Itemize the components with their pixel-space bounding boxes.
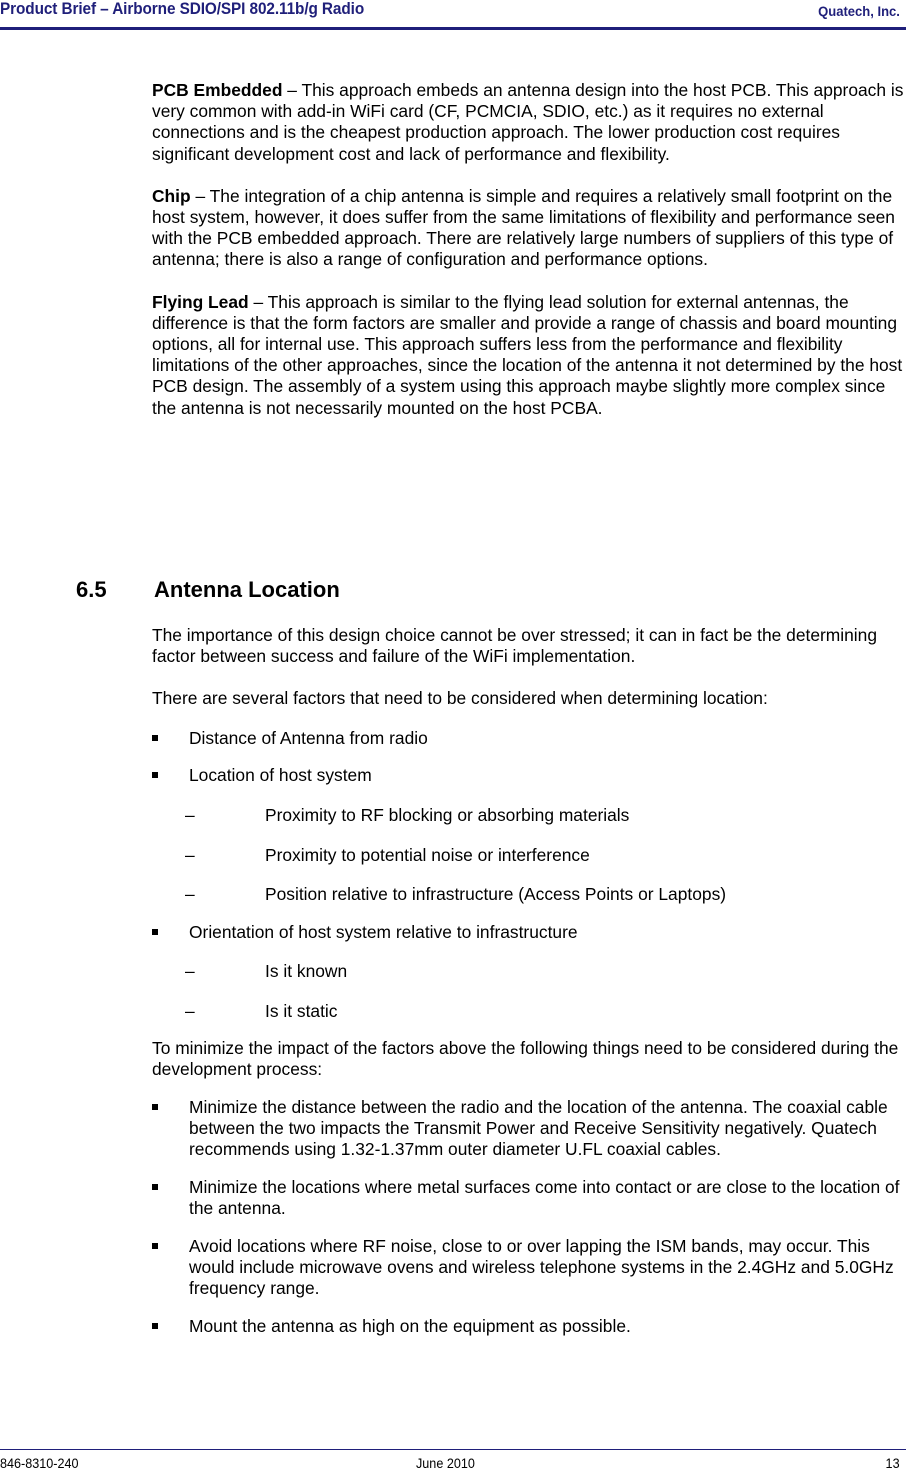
text-flying-lead: – This approach is similar to the flying lead solution for external antennas, the difference is that the form factors are smaller and provide a range of chassis and board mounting options, all for internal use. This approach suffers less from the performance and flexibility limitations of the other approaches, since the location of the antenna it not determined by the host PCB design. The assembly of a system using this approach maybe slightly more complex since the antenna is not necessarily mounted on the host PCBA. bbox=[152, 291, 903, 418]
bullet-item bbox=[152, 728, 904, 749]
section-title: Antenna Location bbox=[154, 577, 340, 602]
page-header bbox=[0, 0, 906, 30]
recommendation-item bbox=[152, 1177, 904, 1219]
dash-item bbox=[152, 961, 904, 982]
dash-bullet-icon: – bbox=[185, 1001, 195, 1022]
header-company: Quatech, Inc. bbox=[818, 3, 900, 19]
dash-text: Proximity to potential noise or interference bbox=[265, 844, 590, 865]
header-rule bbox=[0, 27, 906, 30]
intro-paragraph-2: There are several factors that need to be considered when determining location: bbox=[152, 688, 768, 709]
term-pcb-embedded: PCB Embedded bbox=[152, 80, 283, 100]
antenna-location-section bbox=[152, 625, 904, 1353]
dash-item bbox=[152, 1001, 904, 1022]
section-number: 6.5 bbox=[76, 577, 107, 602]
dash-item bbox=[152, 805, 904, 826]
dash-bullet-icon: – bbox=[185, 884, 195, 905]
bullet-item bbox=[152, 765, 904, 786]
footer-page-number: 13 bbox=[885, 1455, 900, 1471]
header-title: Product Brief – Airborne SDIO/SPI 802.11b/g Radio bbox=[0, 0, 365, 18]
square-bullet-icon bbox=[152, 929, 158, 935]
text-chip: – The integration of a chip antenna is simple and requires a relatively small footprint on the host system, however, it does suffer from the same limitations of flexibility and performance seen with the PCB embedded approach. There are relatively large numbers of suppliers of this type of antenna; there is also a range of configuration and performance options. bbox=[152, 185, 895, 270]
paragraph-flying-lead bbox=[152, 292, 904, 419]
recommendation-text: Minimize the locations where metal surfaces come into contact or are close to the location of the antenna. bbox=[189, 1176, 900, 1218]
bullet-item bbox=[152, 922, 904, 943]
square-bullet-icon bbox=[152, 772, 158, 778]
recommendation-item bbox=[152, 1316, 904, 1337]
term-chip: Chip bbox=[152, 185, 191, 206]
dash-text: Proximity to RF blocking or absorbing materials bbox=[265, 805, 630, 826]
dash-text: Is it known bbox=[265, 961, 348, 982]
paragraph-chip bbox=[152, 186, 904, 271]
square-bullet-icon bbox=[152, 1323, 158, 1329]
recommendation-item bbox=[152, 1236, 904, 1300]
antenna-types-section bbox=[152, 80, 904, 440]
term-flying-lead: Flying Lead bbox=[152, 291, 249, 312]
dash-bullet-icon: – bbox=[185, 805, 195, 826]
intro-paragraph-1: The importance of this design choice cannot be over stressed; it can in fact be the determining factor between success and failure of the WiFi implementation. bbox=[152, 625, 878, 667]
square-bullet-icon bbox=[152, 1243, 158, 1249]
dash-item bbox=[152, 884, 904, 905]
bullet-text: Orientation of host system relative to infrastructure bbox=[189, 921, 578, 942]
dash-item bbox=[152, 845, 904, 866]
dash-bullet-icon: – bbox=[185, 961, 195, 982]
square-bullet-icon bbox=[152, 735, 158, 741]
paragraph-pcb-embedded bbox=[152, 80, 904, 165]
bullet-text: Location of host system bbox=[189, 765, 372, 786]
bullet-text: Distance of Antenna from radio bbox=[189, 727, 428, 748]
text-pcb-embedded: – This approach embeds an antenna design into the host PCB. This approach is very common with add-in WiFi card (CF, PCMCIA, SDIO, etc.) as it requires no external connections and is the cheapest production approach. The lower production cost requires significant development cost and lack of performance and flexibility. bbox=[152, 80, 904, 164]
section-heading bbox=[76, 577, 340, 603]
recommendation-text: Avoid locations where RF noise, close to or over lapping the ISM bands, may occur. This would include microwave ovens and wireless telephone systems in the 2.4GHz and 5.0GHz frequency range. bbox=[189, 1235, 894, 1299]
recommendation-text: Mount the antenna as high on the equipment as possible. bbox=[189, 1315, 631, 1336]
footer-doc-number: 846-8310-240 bbox=[0, 1455, 79, 1471]
dash-text: Is it static bbox=[265, 1001, 338, 1022]
square-bullet-icon bbox=[152, 1184, 158, 1190]
footer-date: June 2010 bbox=[416, 1455, 475, 1471]
square-bullet-icon bbox=[152, 1104, 158, 1110]
dash-text: Position relative to infrastructure (Access Points or Laptops) bbox=[265, 884, 727, 905]
footer-rule bbox=[0, 1449, 906, 1450]
dash-bullet-icon: – bbox=[185, 844, 195, 865]
recommendation-text: Minimize the distance between the radio and the location of the antenna. The coaxial cable between the two impacts the Transmit Power and Receive Sensitivity negatively. Quatech recommends using 1.32-1.37mm outer diameter U.FL coaxial cables. bbox=[189, 1096, 888, 1160]
recommendation-item bbox=[152, 1097, 904, 1161]
minimize-intro: To minimize the impact of the factors above the following things need to be considered during the development process: bbox=[152, 1038, 899, 1080]
